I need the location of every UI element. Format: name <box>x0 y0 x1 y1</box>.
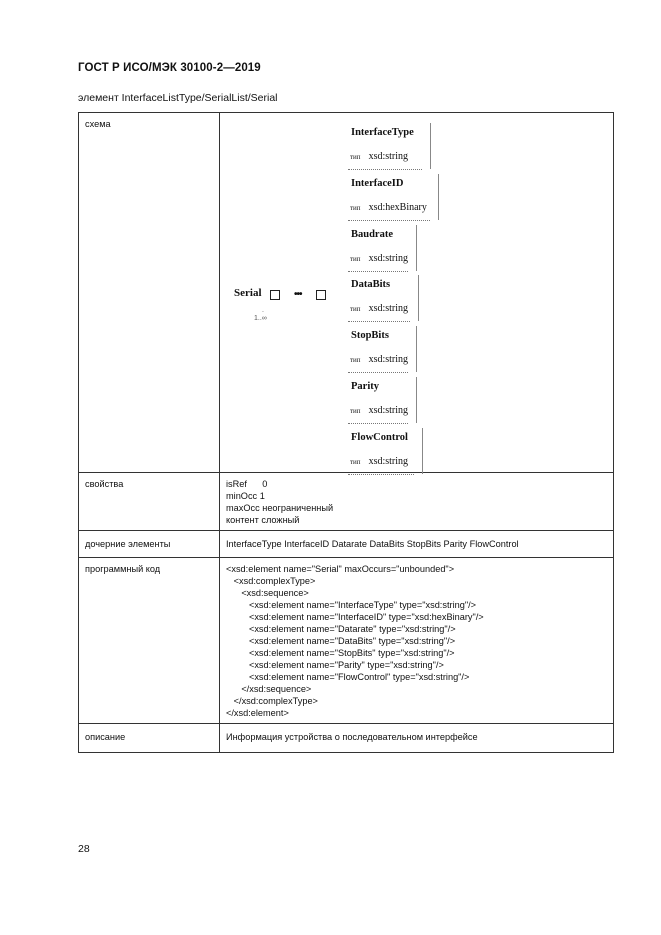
child-frame-edge <box>350 174 439 220</box>
code-line: <xsd:element name="Datarate" type="xsd:string"/> <box>226 624 456 634</box>
child-element-name: Baudrate <box>351 228 393 240</box>
child-frame-edge <box>350 123 431 169</box>
code-label: программный код <box>79 558 220 724</box>
expand-box-icon <box>316 290 326 300</box>
child-element-name: DataBits <box>351 279 391 291</box>
child-element-name: Parity <box>351 381 379 392</box>
schema-label: схема <box>79 113 220 473</box>
children-value: InterfaceType InterfaceID Datarate DataBits StopBits Parity FlowControl <box>220 531 614 558</box>
diagram-speck: . <box>262 307 264 314</box>
page-number: 28 <box>78 843 90 855</box>
child-type-value: xsd:string <box>368 354 409 366</box>
expand-box-icon <box>270 290 280 300</box>
child-frame-edge <box>350 326 417 372</box>
type-keyword: тип <box>350 254 361 263</box>
property-line: isRef 0 <box>226 479 268 489</box>
code-line: <xsd:element name="InterfaceType" type="xsd:string"/> <box>226 600 477 610</box>
child-type-value: xsd:string <box>368 455 409 467</box>
schema-child-element <box>350 432 440 474</box>
description-label: описание <box>79 724 220 753</box>
type-keyword: тип <box>350 407 361 415</box>
code-line: </xsd:complexType> <box>226 696 318 706</box>
schema-child-element <box>350 381 440 423</box>
code-line: <xsd:element name="StopBits" type="xsd:string"/> <box>226 648 455 658</box>
code-line: </xsd:sequence> <box>226 684 312 694</box>
child-type-value: xsd:string <box>368 405 409 416</box>
code-line: <xsd:sequence> <box>226 588 309 598</box>
element-caption: элемент InterfaceListType/SerialList/Serial <box>78 92 278 104</box>
properties-value <box>220 473 614 531</box>
child-frame-edge <box>350 377 417 423</box>
type-keyword: тип <box>350 203 361 212</box>
child-frame-underline <box>348 321 410 323</box>
child-element-name: StopBits <box>351 330 389 342</box>
child-frame-edge <box>350 225 417 271</box>
child-frame-underline <box>348 220 430 222</box>
occurrence-mark: 1..∞ <box>254 315 267 322</box>
schema-row <box>79 113 614 473</box>
child-type-value: xsd:hexBinary <box>368 201 427 213</box>
code-line: </xsd:element> <box>226 708 289 718</box>
document-header: ГОСТ Р ИСО/МЭК 30100-2—2019 <box>78 62 261 74</box>
child-type-value: xsd:string <box>368 303 409 315</box>
code-line: <xsd:element name="DataBits" type="xsd:string"/> <box>226 636 456 646</box>
code-value <box>220 558 614 724</box>
element-spec-table <box>78 112 614 753</box>
code-line: <xsd:element name="FlowControl" type="xsd:string"/> <box>226 672 470 682</box>
type-keyword: тип <box>350 305 361 314</box>
type-keyword: тип <box>350 457 361 466</box>
child-frame-underline <box>348 474 414 476</box>
child-element-name: InterfaceID <box>351 177 404 189</box>
child-frame-underline <box>348 423 408 425</box>
code-line: <xsd:complexType> <box>226 576 316 586</box>
child-frame-edge <box>350 275 419 321</box>
sequence-dots-icon: ••• <box>294 289 302 300</box>
code-row <box>79 558 614 724</box>
children-label: дочерние элементы <box>79 531 220 558</box>
code-line: <xsd:element name="InterfaceID" type="xsd:hexBinary"/> <box>226 612 484 622</box>
schema-child-element <box>350 330 440 372</box>
property-line: minOcc 1 <box>226 491 265 501</box>
schema-diagram-cell <box>220 113 614 473</box>
schema-child-element <box>350 127 440 169</box>
description-row <box>79 724 614 753</box>
properties-label: свойства <box>79 473 220 531</box>
schema-diagram <box>220 113 613 472</box>
property-line: контент сложный <box>226 515 300 525</box>
type-keyword: тип <box>350 356 361 365</box>
description-value: Информация устройства о последовательном интерфейсе <box>220 724 614 753</box>
child-frame-underline <box>348 169 422 171</box>
type-keyword: тип <box>350 153 361 161</box>
child-element-name: FlowControl <box>351 431 408 443</box>
child-type-value: xsd:string <box>368 151 409 162</box>
child-frame-edge <box>350 428 423 474</box>
child-frame-underline <box>348 271 408 273</box>
root-element-name: Serial <box>234 287 262 299</box>
code-line: <xsd:element name="Parity" type="xsd:string"/> <box>226 660 444 670</box>
property-line: maxOcc неограниченный <box>226 503 334 513</box>
schema-child-element <box>350 279 440 321</box>
schema-child-element <box>350 178 440 220</box>
child-element-name: InterfaceType <box>351 127 414 138</box>
child-type-value: xsd:string <box>368 252 409 264</box>
child-frame-underline <box>348 372 408 374</box>
children-row <box>79 531 614 558</box>
schema-child-element <box>350 229 440 271</box>
properties-row <box>79 473 614 531</box>
code-line: <xsd:element name="Serial" maxOccurs="unbounded"> <box>226 564 455 574</box>
